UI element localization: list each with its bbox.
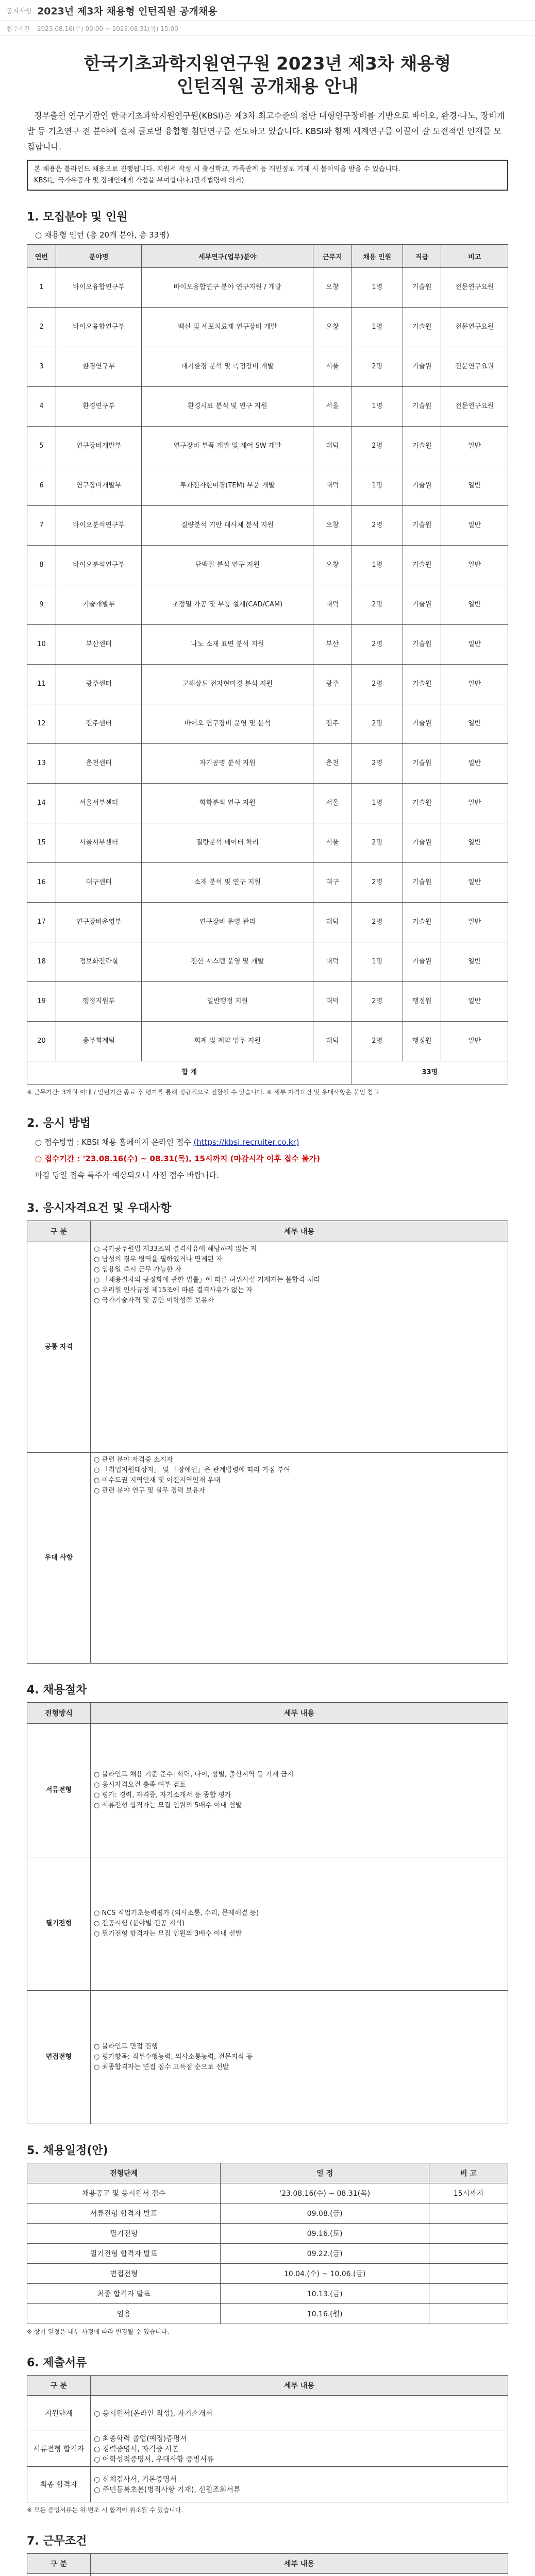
table-cell: 대덕 bbox=[313, 1022, 352, 1061]
table-row bbox=[27, 625, 508, 665]
table-cell: 환경연구부 bbox=[56, 387, 141, 427]
table-cell: 서울서부센터 bbox=[56, 823, 141, 863]
table-cell: 14 bbox=[27, 784, 56, 823]
table-row bbox=[27, 585, 508, 625]
table-cell: 연구장비 운영 관리 bbox=[142, 903, 313, 942]
table-cell: 2명 bbox=[352, 506, 403, 546]
table-row bbox=[27, 744, 508, 784]
table-cell: 기술원 bbox=[403, 308, 441, 347]
table-cell: 일반 bbox=[441, 546, 508, 585]
table-cell: 서류전형 합격자 발표 bbox=[27, 2204, 221, 2224]
table-row bbox=[27, 2467, 508, 2502]
intro-text: 정부출연 연구기관인 한국기초과학지원연구원(KBSI)은 제3차 최고수준의 첨단 대형연구장비를 기반으로 바이오, 환경·나노, 장비개발 등 기초연구 전 분야에 걸쳐 글로벌 융합형 첨단연구를 선도하고 있습니다. KBSI와 함께 세계연구를 이끌어 갈 도전적인 인재를 모집합니다. bbox=[27, 111, 505, 151]
table-cell: 기술원 bbox=[403, 585, 441, 625]
table-row bbox=[27, 2574, 508, 2576]
table-cell: 연구장비운영부 bbox=[56, 903, 141, 942]
table-cell: 필기전형 bbox=[27, 2224, 221, 2244]
table-cell: 15 bbox=[27, 823, 56, 863]
category-label: 공지사항 bbox=[6, 7, 32, 15]
table-row bbox=[27, 1242, 508, 1453]
table-cell: 기술원 bbox=[403, 744, 441, 784]
qualification-column-header: 구 분 bbox=[27, 1221, 91, 1242]
table-cell: 1명 bbox=[352, 942, 403, 982]
table-cell bbox=[27, 2574, 91, 2576]
table-cell: 18 bbox=[27, 942, 56, 982]
table-row bbox=[27, 784, 508, 823]
schedule-column-header: 비 고 bbox=[429, 2163, 508, 2183]
table-cell: 일반행정 지원 bbox=[142, 982, 313, 1022]
table-cell: ○ 관련 분야 자격증 소지자 ○ 「취업지원대상자」 및 「장애인」은 관계법령에 따라 가점 부여 ○ 비수도권 지역인재 및 이전지역인재 우대 ○ 관련 분야 연구 및 실무 경력 보유자 bbox=[91, 1453, 508, 1664]
qualification-column-header: 세부 내용 bbox=[91, 1221, 508, 1242]
apply-method-text: ○ 접수방법 : KBSI 채용 홈페이지 온라인 접수 bbox=[35, 1138, 191, 1147]
post-meta bbox=[0, 21, 535, 36]
table-cell: 12 bbox=[27, 704, 56, 744]
table-cell: 일반 bbox=[441, 863, 508, 903]
table-cell: 일반 bbox=[441, 466, 508, 506]
jobs-column-header: 비고 bbox=[441, 245, 508, 268]
table-cell: 최종 합격자 발표 bbox=[27, 2284, 221, 2304]
notice-body bbox=[0, 36, 535, 2576]
total-label: 합 계 bbox=[27, 1061, 352, 1084]
table-cell: ○ 국가공무원법 제33조의 결격사유에 해당하지 않는 자 ○ 남성의 경우 병역을 필하였거나 면제된 자 ○ 임용일 즉시 근무 가능한 자 ○ 「채용절차의 공정화에 관한 법률」에 따른 허위사실 기재자는 불합격 처리 ○ 우리원 인사규정 제15조에 따른 결격사유가 없는 자 ○ 국가기술자격 및 공인 어학성적 보유자 bbox=[91, 1242, 508, 1453]
table-cell: 20 bbox=[27, 1022, 56, 1061]
table-cell: 3 bbox=[27, 347, 56, 387]
table-cell bbox=[429, 2284, 508, 2304]
table-cell: 전주 bbox=[313, 704, 352, 744]
table-cell: 17 bbox=[27, 903, 56, 942]
table-cell: 바이오융합연구부 bbox=[56, 268, 141, 308]
table-cell: 채용공고 및 응시원서 접수 bbox=[27, 2183, 221, 2204]
table-cell: 전문연구요원 bbox=[441, 387, 508, 427]
table-cell: 15시까지 bbox=[429, 2183, 508, 2204]
table-cell: 회계 및 계약 업무 지원 bbox=[142, 1022, 313, 1061]
meta-label: 접수기간 bbox=[6, 25, 30, 32]
headline-line-2: 인턴직원 공개채용 안내 bbox=[176, 76, 359, 97]
table-row bbox=[27, 2224, 508, 2244]
table-cell: 8 bbox=[27, 546, 56, 585]
table-cell: 4 bbox=[27, 387, 56, 427]
apply-period-text: ○ 접수기간 : '23.08.16(수) ~ 08.31(목), 15시까지 (마감시각 이후 접수 불가) bbox=[35, 1154, 320, 1163]
jobs-column-header: 채용 인원 bbox=[352, 245, 403, 268]
table-cell: 2명 bbox=[352, 427, 403, 466]
table-row bbox=[27, 308, 508, 347]
table-cell: 춘천 bbox=[313, 744, 352, 784]
table-cell: 바이오 연구장비 운영 및 분석 bbox=[142, 704, 313, 744]
post-header bbox=[0, 0, 535, 21]
table-cell: 09.08.(금) bbox=[221, 2204, 429, 2224]
table-cell: 필기전형 bbox=[27, 1857, 91, 1991]
table-cell: ○ 블라인드 채용 기준 준수: 학력, 나이, 성별, 출신지역 등 기재 금지 ○ 응시자격요건 충족 여부 검토 ○ 평가: 경력, 자격증, 자기소개서 등 종합 평가 ○ 서류전형 합격자는 모집 인원의 5배수 이내 선발 bbox=[91, 1724, 508, 1857]
table-cell: 기술원 bbox=[403, 625, 441, 665]
table-cell: 전문연구요원 bbox=[441, 308, 508, 347]
table-cell: 투과전자현미경(TEM) 부품 개발 bbox=[142, 466, 313, 506]
table-cell: 기술원 bbox=[403, 347, 441, 387]
table-cell: 기술원 bbox=[403, 704, 441, 744]
table-cell: 일반 bbox=[441, 982, 508, 1022]
table-cell: 초정밀 가공 및 부품 설계(CAD/CAM) bbox=[142, 585, 313, 625]
table-cell: 1 bbox=[27, 268, 56, 308]
table-cell: 10.13.(금) bbox=[221, 2284, 429, 2304]
table-cell: 기술원 bbox=[403, 942, 441, 982]
table-cell: 화학분석 연구 지원 bbox=[142, 784, 313, 823]
table-cell: 전문연구요원 bbox=[441, 268, 508, 308]
meta-value: 2023.08.16(수) 00:00 ~ 2023.08.31(목) 15:00 bbox=[37, 25, 178, 32]
table-row bbox=[27, 1857, 508, 1991]
table-cell: 질량분석 기반 대사체 분석 지원 bbox=[142, 506, 313, 546]
table-cell: 필기전형 합격자 발표 bbox=[27, 2244, 221, 2264]
table-row bbox=[27, 268, 508, 308]
table-cell: 2명 bbox=[352, 704, 403, 744]
table-cell bbox=[91, 2574, 508, 2576]
table-cell: 서류전형 bbox=[27, 1724, 91, 1857]
notice-box bbox=[27, 160, 508, 191]
table-cell: 2 bbox=[27, 308, 56, 347]
table-cell: 대덕 bbox=[313, 903, 352, 942]
table-cell: 일반 bbox=[441, 823, 508, 863]
table-cell: 백신 및 세포치료제 연구장비 개발 bbox=[142, 308, 313, 347]
table-cell: 춘천센터 bbox=[56, 744, 141, 784]
table-cell: 기술원 bbox=[403, 427, 441, 466]
table-cell: 2명 bbox=[352, 863, 403, 903]
post-title: 2023년 제3차 채용형 인턴직원 공개채용 bbox=[37, 5, 218, 17]
table-cell: 7 bbox=[27, 506, 56, 546]
table-cell: 부산 bbox=[313, 625, 352, 665]
table-cell: 기술원 bbox=[403, 903, 441, 942]
table-cell: 일반 bbox=[441, 942, 508, 982]
table-cell: '23.08.16(수) ~ 08.31(목) bbox=[221, 2183, 429, 2204]
jobs-column-header: 세부연구(업무)분야 bbox=[142, 245, 313, 268]
table-row bbox=[27, 2204, 508, 2224]
table-cell: 19 bbox=[27, 982, 56, 1022]
jobs-table bbox=[27, 244, 508, 1084]
table-cell: 10.04.(수) ~ 10.06.(금) bbox=[221, 2264, 429, 2284]
notice-headline bbox=[27, 53, 508, 98]
table-cell: ○ 응시원서(온라인 작성), 자기소개서 bbox=[91, 2396, 508, 2431]
apply-warning: 마감 당일 접속 폭주가 예상되오니 사전 접수 바랍니다. bbox=[35, 1171, 219, 1180]
table-cell: 2명 bbox=[352, 744, 403, 784]
table-cell: 기술원 bbox=[403, 863, 441, 903]
table-cell: 총무회계팀 bbox=[56, 1022, 141, 1061]
apply-period bbox=[35, 1152, 508, 1165]
documents-table bbox=[27, 2375, 508, 2502]
table-cell: 자기공명 분석 지원 bbox=[142, 744, 313, 784]
section-title: 1. 모집분야 및 인원 bbox=[27, 211, 128, 224]
table-row bbox=[27, 2431, 508, 2467]
apply-method bbox=[35, 1136, 508, 1149]
process-column-header: 전형방식 bbox=[27, 1703, 91, 1724]
table-row bbox=[27, 2183, 508, 2204]
table-cell: 대기환경 분석 및 측정장비 개발 bbox=[142, 347, 313, 387]
work-table bbox=[27, 2553, 508, 2576]
table-cell bbox=[429, 2244, 508, 2264]
table-cell: 오창 bbox=[313, 308, 352, 347]
table-cell: 2명 bbox=[352, 665, 403, 704]
table-cell: 기술원 bbox=[403, 546, 441, 585]
table-cell: 일반 bbox=[441, 506, 508, 546]
table-cell: 전산 시스템 운영 및 개발 bbox=[142, 942, 313, 982]
table-cell: 기술원 bbox=[403, 665, 441, 704]
table-cell: 기술원 bbox=[403, 387, 441, 427]
table-cell bbox=[429, 2264, 508, 2284]
table-cell: 단백질 분석 연구 지원 bbox=[142, 546, 313, 585]
table-cell: 지원단계 bbox=[27, 2396, 91, 2431]
jobs-column-header: 분야명 bbox=[56, 245, 141, 268]
table-cell: 광주 bbox=[313, 665, 352, 704]
table-cell: 행정원 bbox=[403, 982, 441, 1022]
documents-note: ※ 모든 증빙서류는 위·변조 시 합격이 취소될 수 있습니다. bbox=[27, 2506, 183, 2514]
schedule-table bbox=[27, 2163, 508, 2324]
table-cell: 일반 bbox=[441, 704, 508, 744]
schedule-note: ※ 상기 일정은 내부 사정에 따라 변경될 수 있습니다. bbox=[27, 2328, 170, 2335]
notice-item: 본 채용은 블라인드 채용으로 진행됩니다. 지원서 작성 시 출신학교, 가족관계 등 개인정보 기재 시 불이익을 받을 수 있습니다. bbox=[34, 165, 400, 173]
table-cell: 대구센터 bbox=[56, 863, 141, 903]
table-row bbox=[27, 2244, 508, 2264]
table-cell: 기술원 bbox=[403, 466, 441, 506]
table-row bbox=[27, 506, 508, 546]
table-row bbox=[27, 982, 508, 1022]
table-cell: 연구장비개발부 bbox=[56, 466, 141, 506]
table-cell: 1명 bbox=[352, 466, 403, 506]
table-row bbox=[27, 942, 508, 982]
process-column-header: 세부 내용 bbox=[91, 1703, 508, 1724]
table-cell: ○ 신체검사서, 기본증명서 ○ 주민등록초본(병적사항 기재), 신원조회서류 bbox=[91, 2467, 508, 2502]
table-cell: 임용 bbox=[27, 2304, 221, 2324]
table-cell: 바이오융합연구부 bbox=[56, 308, 141, 347]
table-cell: 정보화전략실 bbox=[56, 942, 141, 982]
table-cell: 부산센터 bbox=[56, 625, 141, 665]
table-cell: 서울 bbox=[313, 823, 352, 863]
jobs-column-header: 연번 bbox=[27, 245, 56, 268]
total-value: 33명 bbox=[352, 1061, 508, 1084]
table-cell: 연구장비개발부 bbox=[56, 427, 141, 466]
table-cell: 대덕 bbox=[313, 982, 352, 1022]
table-row bbox=[27, 2284, 508, 2304]
table-cell: 오창 bbox=[313, 506, 352, 546]
table-cell bbox=[429, 2304, 508, 2324]
table-cell: 1명 bbox=[352, 784, 403, 823]
table-row bbox=[27, 347, 508, 387]
table-cell: 5 bbox=[27, 427, 56, 466]
table-cell: 11 bbox=[27, 665, 56, 704]
table-cell: 대덕 bbox=[313, 427, 352, 466]
table-cell: 16 bbox=[27, 863, 56, 903]
table-cell: 기술원 bbox=[403, 506, 441, 546]
table-cell: 2명 bbox=[352, 585, 403, 625]
table-cell: 일반 bbox=[441, 585, 508, 625]
table-cell: 질량분석 데이터 처리 bbox=[142, 823, 313, 863]
jobs-column-header: 근무지 bbox=[313, 245, 352, 268]
table-row bbox=[27, 823, 508, 863]
table-cell: 전문연구요원 bbox=[441, 347, 508, 387]
table-cell: 2명 bbox=[352, 347, 403, 387]
table-cell: 10 bbox=[27, 625, 56, 665]
table-cell: 기술원 bbox=[403, 268, 441, 308]
table-cell: 대구 bbox=[313, 863, 352, 903]
table-row bbox=[27, 2264, 508, 2284]
table-cell: 일반 bbox=[441, 1022, 508, 1061]
work-column-header: 구 분 bbox=[27, 2554, 91, 2574]
schedule-column-header: 전형단계 bbox=[27, 2163, 221, 2183]
table-cell: 기술원 bbox=[403, 823, 441, 863]
section-title: 2. 응시 방법 bbox=[27, 1117, 91, 1130]
table-cell: 행정지원부 bbox=[56, 982, 141, 1022]
table-cell: 1명 bbox=[352, 546, 403, 585]
section-title: 4. 채용절차 bbox=[27, 1684, 87, 1697]
table-row bbox=[27, 903, 508, 942]
table-row bbox=[27, 863, 508, 903]
table-cell: 6 bbox=[27, 466, 56, 506]
table-row bbox=[27, 1991, 508, 2124]
table-cell: 바이오분석연구부 bbox=[56, 506, 141, 546]
table-cell: 오창 bbox=[313, 268, 352, 308]
notice-item: KBSI는 국가유공자 및 장애인에게 가점을 부여합니다.(관계법령에 의거) bbox=[34, 177, 244, 184]
table-cell: 오창 bbox=[313, 546, 352, 585]
table-cell: 대덕 bbox=[313, 585, 352, 625]
table-cell: 면접전형 bbox=[27, 2264, 221, 2284]
table-cell: 9 bbox=[27, 585, 56, 625]
documents-column-header: 세부 내용 bbox=[91, 2376, 508, 2396]
table-cell: 서류전형 합격자 bbox=[27, 2431, 91, 2467]
table-cell: 일반 bbox=[441, 903, 508, 942]
table-cell: 전주센터 bbox=[56, 704, 141, 744]
table-cell: 환경연구부 bbox=[56, 347, 141, 387]
table-cell: 우대 사항 bbox=[27, 1453, 91, 1664]
table-row bbox=[27, 2304, 508, 2324]
table-cell: 2명 bbox=[352, 1022, 403, 1061]
table-cell: 면접전형 bbox=[27, 1991, 91, 2124]
table-cell bbox=[429, 2204, 508, 2224]
section-title: 5. 채용일정(안) bbox=[27, 2144, 108, 2157]
headline-line-1: 한국기초과학지원연구원 2023년 제3차 채용형 bbox=[83, 54, 452, 74]
table-cell bbox=[429, 2224, 508, 2244]
table-cell: 일반 bbox=[441, 665, 508, 704]
table-cell: 기술원 bbox=[403, 784, 441, 823]
table-cell: 2명 bbox=[352, 982, 403, 1022]
jobs-column-header: 직급 bbox=[403, 245, 441, 268]
table-cell: 바이오융합연구 분야 연구지원 / 개발 bbox=[142, 268, 313, 308]
table-cell: ○ NCS 직업기초능력평가 (의사소통, 수리, 문제해결 등) ○ 전공시험 (분야별 전공 지식) ○ 필기전형 합격자는 모집 인원의 3배수 이내 선발 bbox=[91, 1857, 508, 1991]
total-row bbox=[27, 1061, 508, 1084]
table-cell: 대덕 bbox=[313, 466, 352, 506]
table-cell: 대덕 bbox=[313, 942, 352, 982]
table-cell: 환경시료 분석 및 연구 지원 bbox=[142, 387, 313, 427]
table-row bbox=[27, 2396, 508, 2431]
table-row bbox=[27, 1453, 508, 1664]
table-cell: 바이오분석연구부 bbox=[56, 546, 141, 585]
table-cell: 고해상도 전자현미경 분석 지원 bbox=[142, 665, 313, 704]
table-row bbox=[27, 387, 508, 427]
table-cell: 10.16.(월) bbox=[221, 2304, 429, 2324]
section-title: 6. 제출서류 bbox=[27, 2357, 87, 2369]
table-cell: 일반 bbox=[441, 625, 508, 665]
table-cell: 2명 bbox=[352, 625, 403, 665]
table-cell: 최종 합격자 bbox=[27, 2467, 91, 2502]
documents-column-header: 구 분 bbox=[27, 2376, 91, 2396]
table-cell: 서울 bbox=[313, 784, 352, 823]
table-cell: 2명 bbox=[352, 903, 403, 942]
table-cell: 행정원 bbox=[403, 1022, 441, 1061]
table-cell: 기술개발부 bbox=[56, 585, 141, 625]
table-cell: 일반 bbox=[441, 784, 508, 823]
table-row bbox=[27, 427, 508, 466]
schedule-column-header: 일 정 bbox=[221, 2163, 429, 2183]
apply-link[interactable]: (https://kbsi.recruiter.co.kr) bbox=[193, 1138, 299, 1147]
table-row bbox=[27, 704, 508, 744]
table-cell: 1명 bbox=[352, 268, 403, 308]
table-cell: 13 bbox=[27, 744, 56, 784]
jobs-note: ※ 근무기간: 3개월 이내 / 인턴기간 종료 후 평가를 통해 정규직으로 전환될 수 있습니다. ※ 세부 자격요건 및 우대사항은 붙임 참고 bbox=[27, 1089, 379, 1096]
table-cell: 일반 bbox=[441, 744, 508, 784]
table-cell: 서울서부센터 bbox=[56, 784, 141, 823]
table-cell: 서울 bbox=[313, 347, 352, 387]
table-cell: 1명 bbox=[352, 387, 403, 427]
table-row bbox=[27, 1724, 508, 1857]
table-cell: ○ 최종학력 졸업(예정)증명서 ○ 경력증명서, 자격증 사본 ○ 어학성적증명서, 우대사항 증빙서류 bbox=[91, 2431, 508, 2467]
table-cell: 2명 bbox=[352, 823, 403, 863]
table-cell: 일반 bbox=[441, 427, 508, 466]
table-cell: 나노 소재 표면 분석 지원 bbox=[142, 625, 313, 665]
table-row bbox=[27, 665, 508, 704]
table-cell: 연구장비 부품 개발 및 제어 SW 개발 bbox=[142, 427, 313, 466]
section-title: 3. 응시자격요건 및 우대사항 bbox=[27, 1202, 172, 1215]
section-title: 7. 근무조건 bbox=[27, 2535, 87, 2548]
table-cell: ○ 블라인드 면접 진행 ○ 평가항목: 직무수행능력, 의사소통능력, 전문지식 등 ○ 최종합격자는 면접 점수 고득점 순으로 선발 bbox=[91, 1991, 508, 2124]
work-column-header: 세부 내용 bbox=[91, 2554, 508, 2574]
table-cell: 1명 bbox=[352, 308, 403, 347]
table-row bbox=[27, 466, 508, 506]
qualification-table bbox=[27, 1221, 508, 1664]
table-cell: 소재 분석 및 연구 지원 bbox=[142, 863, 313, 903]
table-cell: 광주센터 bbox=[56, 665, 141, 704]
process-table bbox=[27, 1702, 508, 2124]
table-row bbox=[27, 1022, 508, 1061]
section-sub: ○ 채용형 인턴 (총 20개 분야, 총 33명) bbox=[35, 230, 170, 240]
table-row bbox=[27, 546, 508, 585]
table-cell: 공통 자격 bbox=[27, 1242, 91, 1453]
table-cell: 09.22.(금) bbox=[221, 2244, 429, 2264]
table-cell: 09.16.(토) bbox=[221, 2224, 429, 2244]
table-cell: 서울 bbox=[313, 387, 352, 427]
